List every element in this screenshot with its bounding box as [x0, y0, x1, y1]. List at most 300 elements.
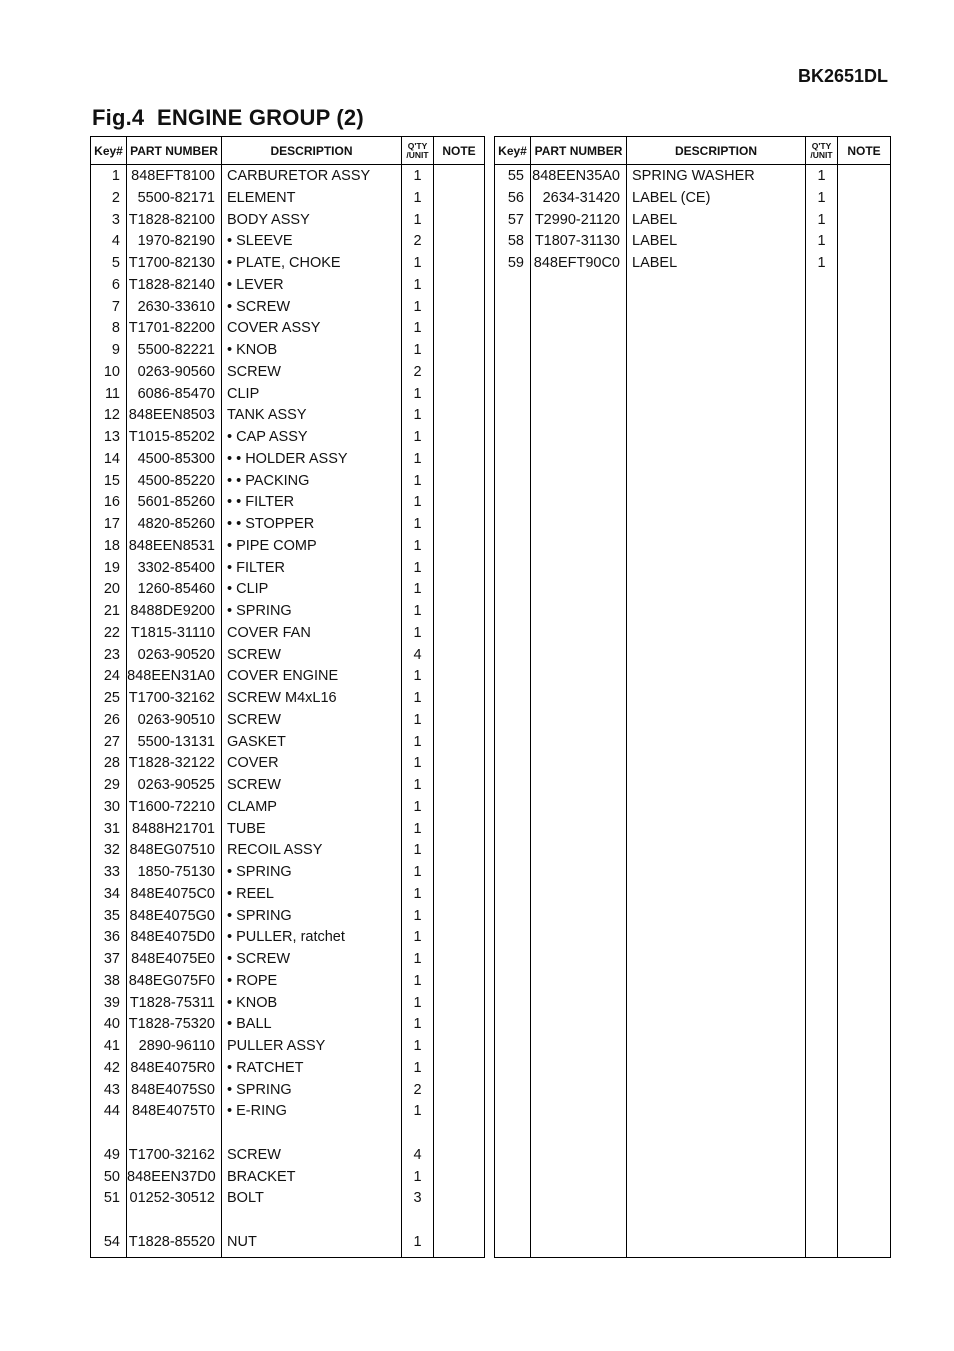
description-cell [222, 1210, 402, 1232]
note-cell [434, 666, 485, 688]
part-number-cell: T1015-85202 [127, 427, 222, 449]
description-cell: GASKET [222, 732, 402, 754]
table-row [91, 536, 485, 558]
filler-cell [627, 275, 806, 1258]
qty-cell: 1 [402, 666, 434, 688]
part-number-cell: 8488DE9200 [127, 601, 222, 623]
table-header-row [495, 137, 891, 165]
key-cell: 49 [91, 1145, 127, 1167]
description-cell: • • HOLDER ASSY [222, 449, 402, 471]
note-cell [434, 1188, 485, 1210]
note-cell [434, 210, 485, 232]
table-row [91, 340, 485, 362]
header-note: NOTE [838, 137, 891, 165]
description-cell: BODY ASSY [222, 210, 402, 232]
key-cell: 36 [91, 927, 127, 949]
part-number-cell: 848EFT90C0 [531, 253, 627, 275]
part-number-cell: T1828-85520 [127, 1232, 222, 1254]
qty-cell: 1 [402, 297, 434, 319]
description-cell: TUBE [222, 819, 402, 841]
note-cell [838, 253, 891, 275]
header-note: NOTE [434, 137, 485, 165]
qty-cell: 1 [402, 253, 434, 275]
note-cell [434, 906, 485, 928]
qty-cell: 4 [402, 645, 434, 667]
key-cell: 51 [91, 1188, 127, 1210]
table-row [91, 688, 485, 710]
note-cell [434, 1101, 485, 1123]
note-cell [434, 819, 485, 841]
table-row [91, 405, 485, 427]
qty-cell: 1 [806, 231, 838, 253]
qty-cell [402, 1210, 434, 1232]
note-cell [434, 449, 485, 471]
part-number-cell: 2890-96110 [127, 1036, 222, 1058]
table-row [91, 318, 485, 340]
note-cell [434, 623, 485, 645]
note-cell [434, 405, 485, 427]
key-cell: 14 [91, 449, 127, 471]
part-number-cell: T1807-31130 [531, 231, 627, 253]
table-row [91, 819, 485, 841]
description-cell: COVER FAN [222, 623, 402, 645]
note-cell [434, 775, 485, 797]
parts-list-left [91, 165, 485, 1258]
key-cell: 43 [91, 1080, 127, 1102]
description-cell: • KNOB [222, 993, 402, 1015]
key-cell: 3 [91, 210, 127, 232]
description-cell: • SPRING [222, 1080, 402, 1102]
part-number-cell: 848E4075T0 [127, 1101, 222, 1123]
qty-cell: 1 [402, 188, 434, 210]
description-cell: • LEVER [222, 275, 402, 297]
note-cell [434, 884, 485, 906]
part-number-cell: 3302-85400 [127, 558, 222, 580]
description-cell: LABEL [627, 253, 806, 275]
part-number-cell: T1701-82200 [127, 318, 222, 340]
key-cell: 59 [495, 253, 531, 275]
part-number-cell: T1828-82140 [127, 275, 222, 297]
table-row [495, 231, 891, 253]
note-cell [434, 275, 485, 297]
table-row [91, 188, 485, 210]
description-cell: CLAMP [222, 797, 402, 819]
qty-cell: 1 [402, 579, 434, 601]
filler-row [91, 1254, 485, 1258]
note-cell [434, 1210, 485, 1232]
part-number-cell: 0263-90520 [127, 645, 222, 667]
key-cell: 35 [91, 906, 127, 928]
table-row [91, 710, 485, 732]
table-row [495, 210, 891, 232]
qty-cell: 4 [402, 1145, 434, 1167]
part-number-cell: T1828-82100 [127, 210, 222, 232]
part-number-cell: T1828-75311 [127, 993, 222, 1015]
table-row [495, 253, 891, 275]
key-cell: 37 [91, 949, 127, 971]
part-number-cell: 848EG07510 [127, 840, 222, 862]
description-cell: • CLIP [222, 579, 402, 601]
note-cell [434, 297, 485, 319]
filler-cell [434, 1254, 485, 1258]
qty-cell: 1 [402, 275, 434, 297]
key-cell: 44 [91, 1101, 127, 1123]
key-cell: 54 [91, 1232, 127, 1254]
description-cell: • E-RING [222, 1101, 402, 1123]
key-cell: 5 [91, 253, 127, 275]
header-part-number: PART NUMBER [127, 137, 222, 165]
description-cell: TANK ASSY [222, 405, 402, 427]
qty-cell: 1 [402, 1014, 434, 1036]
description-cell: PULLER ASSY [222, 1036, 402, 1058]
part-number-cell [127, 1123, 222, 1145]
description-cell: RECOIL ASSY [222, 840, 402, 862]
table-row [91, 1036, 485, 1058]
table-row [91, 275, 485, 297]
filler-cell [91, 1254, 127, 1258]
qty-cell: 1 [806, 253, 838, 275]
table-row [91, 449, 485, 471]
qty-cell: 1 [402, 210, 434, 232]
table-row [91, 623, 485, 645]
key-cell: 41 [91, 1036, 127, 1058]
key-cell: 29 [91, 775, 127, 797]
qty-cell: 2 [402, 231, 434, 253]
table-row [91, 1058, 485, 1080]
description-cell: • PIPE COMP [222, 536, 402, 558]
part-number-cell: T1700-32162 [127, 688, 222, 710]
part-number-cell: 848E4075G0 [127, 906, 222, 928]
qty-cell: 1 [402, 927, 434, 949]
description-cell: • SPRING [222, 906, 402, 928]
note-cell [434, 514, 485, 536]
qty-cell: 1 [402, 514, 434, 536]
key-cell: 55 [495, 165, 531, 188]
key-cell: 8 [91, 318, 127, 340]
qty-cell: 1 [402, 688, 434, 710]
part-number-cell: 848E4075D0 [127, 927, 222, 949]
note-cell [434, 1145, 485, 1167]
key-cell: 19 [91, 558, 127, 580]
qty-cell: 1 [402, 819, 434, 841]
table-row [91, 1167, 485, 1189]
key-cell: 16 [91, 492, 127, 514]
description-cell: LABEL [627, 210, 806, 232]
description-cell: SPRING WASHER [627, 165, 806, 188]
qty-cell: 1 [402, 797, 434, 819]
filler-cell [127, 1254, 222, 1258]
note-cell [838, 210, 891, 232]
table-row [91, 993, 485, 1015]
description-cell: • • STOPPER [222, 514, 402, 536]
key-cell: 24 [91, 666, 127, 688]
key-cell: 25 [91, 688, 127, 710]
key-cell: 22 [91, 623, 127, 645]
description-cell: LABEL [627, 231, 806, 253]
table-row [495, 165, 891, 188]
note-cell [434, 231, 485, 253]
part-number-cell: 1260-85460 [127, 579, 222, 601]
note-cell [434, 318, 485, 340]
key-cell: 40 [91, 1014, 127, 1036]
description-cell: SCREW [222, 362, 402, 384]
note-cell [434, 1167, 485, 1189]
parts-list-right [495, 165, 891, 1258]
note-cell [434, 188, 485, 210]
part-number-cell: 848EEN8531 [127, 536, 222, 558]
part-number-cell: 8488H21701 [127, 819, 222, 841]
table-row [91, 514, 485, 536]
description-cell: • CAP ASSY [222, 427, 402, 449]
note-cell [838, 231, 891, 253]
table-row [91, 1145, 485, 1167]
qty-cell: 1 [402, 536, 434, 558]
note-cell [434, 362, 485, 384]
key-cell: 4 [91, 231, 127, 253]
key-cell: 17 [91, 514, 127, 536]
header-part-number: PART NUMBER [531, 137, 627, 165]
qty-cell: 1 [402, 862, 434, 884]
page-title: Fig.4 ENGINE GROUP (2) [92, 105, 364, 130]
key-cell: 26 [91, 710, 127, 732]
note-cell [434, 340, 485, 362]
part-number-cell [127, 1210, 222, 1232]
part-number-cell: 848EFT8100 [127, 165, 222, 188]
table-row [91, 797, 485, 819]
table-row [91, 840, 485, 862]
part-number-cell: 848EEN8503 [127, 405, 222, 427]
note-cell [434, 1014, 485, 1036]
key-cell: 15 [91, 471, 127, 493]
filler-row [495, 275, 891, 1258]
note-cell [434, 862, 485, 884]
part-number-cell: 848E4075S0 [127, 1080, 222, 1102]
qty-cell: 1 [402, 884, 434, 906]
note-cell [434, 1123, 485, 1145]
key-cell: 28 [91, 753, 127, 775]
qty-cell: 2 [402, 362, 434, 384]
part-number-cell: T1700-32162 [127, 1145, 222, 1167]
note-cell [434, 1080, 485, 1102]
key-cell: 57 [495, 210, 531, 232]
part-number-cell: T1828-32122 [127, 753, 222, 775]
key-cell: 13 [91, 427, 127, 449]
table-row [91, 862, 485, 884]
note-cell [434, 1058, 485, 1080]
key-cell [91, 1210, 127, 1232]
key-cell: 21 [91, 601, 127, 623]
qty-cell: 3 [402, 1188, 434, 1210]
part-number-cell: T2990-21120 [531, 210, 627, 232]
note-cell [838, 165, 891, 188]
description-cell: • ROPE [222, 971, 402, 993]
table-row [91, 906, 485, 928]
part-number-cell: 4500-85300 [127, 449, 222, 471]
part-number-cell: 4820-85260 [127, 514, 222, 536]
note-cell [434, 253, 485, 275]
part-number-cell: 848E4075E0 [127, 949, 222, 971]
part-number-cell: 848EG075F0 [127, 971, 222, 993]
table-row [91, 971, 485, 993]
key-cell [91, 1123, 127, 1145]
table-row [91, 427, 485, 449]
note-cell [434, 1232, 485, 1254]
qty-cell: 1 [402, 492, 434, 514]
note-cell [434, 1036, 485, 1058]
description-cell: • • FILTER [222, 492, 402, 514]
qty-cell: 1 [806, 165, 838, 188]
part-number-cell: 6086-85470 [127, 384, 222, 406]
description-cell: LABEL (CE) [627, 188, 806, 210]
key-cell: 12 [91, 405, 127, 427]
table-row [91, 231, 485, 253]
header-qty-line2: /UNIT [406, 149, 429, 160]
qty-cell: 1 [402, 1167, 434, 1189]
part-number-cell: 848E4075R0 [127, 1058, 222, 1080]
qty-cell: 1 [402, 993, 434, 1015]
parts-table-right [494, 136, 891, 1258]
note-cell [434, 471, 485, 493]
part-number-cell: 2634-31420 [531, 188, 627, 210]
table-row [91, 601, 485, 623]
key-cell: 31 [91, 819, 127, 841]
qty-cell: 1 [402, 775, 434, 797]
key-cell: 42 [91, 1058, 127, 1080]
part-number-cell: 2630-33610 [127, 297, 222, 319]
description-cell: NUT [222, 1232, 402, 1254]
header-description: DESCRIPTION [627, 137, 806, 165]
header-description: DESCRIPTION [222, 137, 402, 165]
description-cell: • SPRING [222, 601, 402, 623]
table-row [91, 471, 485, 493]
part-number-cell: T1600-72210 [127, 797, 222, 819]
description-cell: BRACKET [222, 1167, 402, 1189]
description-cell: SCREW [222, 645, 402, 667]
key-cell: 18 [91, 536, 127, 558]
description-cell: SCREW [222, 710, 402, 732]
table-row [91, 1014, 485, 1036]
table-row [91, 1080, 485, 1102]
key-cell: 58 [495, 231, 531, 253]
note-cell [434, 993, 485, 1015]
part-number-cell: 0263-90560 [127, 362, 222, 384]
key-cell: 2 [91, 188, 127, 210]
description-cell: • KNOB [222, 340, 402, 362]
part-number-cell: 848EEN35A0 [531, 165, 627, 188]
table-row [91, 210, 485, 232]
description-cell: SCREW [222, 775, 402, 797]
header-qty-line2: /UNIT [810, 149, 833, 160]
table-row [91, 384, 485, 406]
qty-cell: 2 [402, 1080, 434, 1102]
key-cell: 38 [91, 971, 127, 993]
note-cell [434, 732, 485, 754]
note-cell [434, 558, 485, 580]
filler-cell [495, 275, 531, 1258]
table-row [91, 362, 485, 384]
qty-cell: 1 [402, 1036, 434, 1058]
table-row [91, 949, 485, 971]
qty-cell: 1 [402, 623, 434, 645]
header-qty [806, 137, 838, 165]
header-key: Key# [495, 137, 531, 165]
description-cell: SCREW [222, 1145, 402, 1167]
part-number-cell: 848EEN31A0 [127, 666, 222, 688]
qty-cell: 1 [402, 601, 434, 623]
table-row [91, 1101, 485, 1123]
note-cell [434, 601, 485, 623]
note-cell [434, 949, 485, 971]
note-cell [434, 927, 485, 949]
description-cell: • FILTER [222, 558, 402, 580]
part-number-cell: 1850-75130 [127, 862, 222, 884]
description-cell: • • PACKING [222, 471, 402, 493]
table-row [91, 775, 485, 797]
description-cell: COVER ENGINE [222, 666, 402, 688]
description-cell: SCREW M4xL16 [222, 688, 402, 710]
note-cell [434, 579, 485, 601]
part-number-cell: 5500-82171 [127, 188, 222, 210]
qty-cell: 1 [402, 840, 434, 862]
qty-cell: 1 [402, 449, 434, 471]
header-key: Key# [91, 137, 127, 165]
qty-cell: 1 [402, 318, 434, 340]
part-number-cell: 0263-90510 [127, 710, 222, 732]
description-cell: • BALL [222, 1014, 402, 1036]
table-row [91, 1210, 485, 1232]
description-cell: • SCREW [222, 949, 402, 971]
key-cell: 56 [495, 188, 531, 210]
key-cell: 11 [91, 384, 127, 406]
note-cell [434, 797, 485, 819]
description-cell: BOLT [222, 1188, 402, 1210]
note-cell [838, 188, 891, 210]
table-row [91, 884, 485, 906]
qty-cell [402, 1123, 434, 1145]
qty-cell: 1 [402, 906, 434, 928]
qty-cell: 1 [402, 558, 434, 580]
description-cell: CARBURETOR ASSY [222, 165, 402, 188]
header-qty-line1: Q'TY [811, 140, 832, 151]
part-number-cell: 5601-85260 [127, 492, 222, 514]
table-row [91, 645, 485, 667]
part-number-cell: 5500-13131 [127, 732, 222, 754]
table-row [91, 666, 485, 688]
qty-cell: 1 [402, 753, 434, 775]
key-cell: 6 [91, 275, 127, 297]
note-cell [434, 492, 485, 514]
key-cell: 34 [91, 884, 127, 906]
parts-table-left [90, 136, 485, 1258]
filler-cell [531, 275, 627, 1258]
table-row [91, 1232, 485, 1254]
description-cell: • PULLER, ratchet [222, 927, 402, 949]
description-cell: ELEMENT [222, 188, 402, 210]
header-qty-line1: Q'TY [407, 140, 428, 151]
qty-cell: 1 [806, 210, 838, 232]
table-row [91, 927, 485, 949]
qty-cell: 1 [402, 405, 434, 427]
key-cell: 33 [91, 862, 127, 884]
table-row [91, 1123, 485, 1145]
key-cell: 50 [91, 1167, 127, 1189]
key-cell: 7 [91, 297, 127, 319]
key-cell: 30 [91, 797, 127, 819]
note-cell [434, 688, 485, 710]
qty-cell: 1 [806, 188, 838, 210]
header-qty [402, 137, 434, 165]
table-row [91, 253, 485, 275]
